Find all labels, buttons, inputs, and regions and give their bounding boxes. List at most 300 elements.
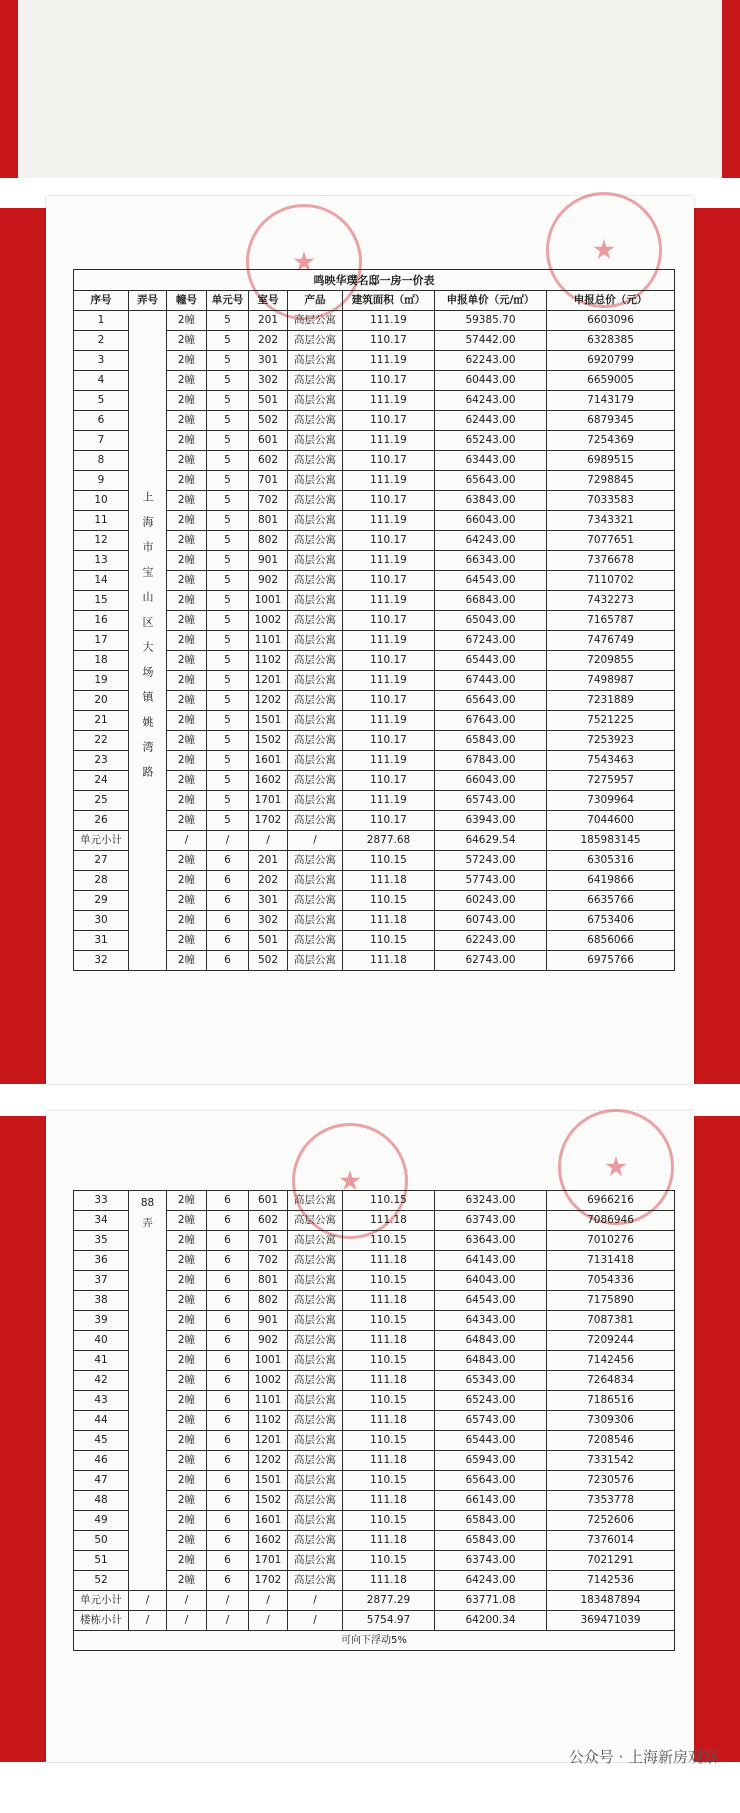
row-index: 38 [74,1291,129,1311]
table-cell: 5 [207,571,249,591]
row-index: 6 [74,411,129,431]
table-cell: 2幢 [167,851,207,871]
table-cell: 1202 [249,1451,288,1471]
table-cell: 5 [207,771,249,791]
table-cell: 2幢 [167,351,207,371]
table-cell: 5 [207,611,249,631]
table-cell: 6856066 [547,931,675,951]
table-cell: 2幢 [167,751,207,771]
table-cell: 高层公寓 [288,331,343,351]
table-cell: 6603096 [547,311,675,331]
table-cell: 2幢 [167,1251,207,1271]
table-cell: 7165787 [547,611,675,631]
row-index: 2 [74,331,129,351]
row-index: 8 [74,451,129,471]
table-cell: 6 [207,1211,249,1231]
table-cell: 65843.00 [435,1511,547,1531]
table-cell: 110.15 [343,1351,435,1371]
row-index: 9 [74,471,129,491]
table-cell: 6 [207,1551,249,1571]
table-cell: 高层公寓 [288,1291,343,1311]
table-cell: 67443.00 [435,671,547,691]
table-cell: 7142456 [547,1351,675,1371]
table-cell: 1001 [249,1351,288,1371]
row-index: 33 [74,1191,129,1211]
row-index: 43 [74,1391,129,1411]
table-cell: 110.17 [343,371,435,391]
table-cell: 5 [207,391,249,411]
table-cell: 1001 [249,591,288,611]
table-cell: 64243.00 [435,531,547,551]
table-cell: 高层公寓 [288,1411,343,1431]
row-index: 50 [74,1531,129,1551]
table-cell: 高层公寓 [288,1231,343,1251]
table-cell: 7521225 [547,711,675,731]
table-cell: 111.18 [343,1371,435,1391]
table-cell: 5 [207,431,249,451]
table-cell: 5 [207,751,249,771]
table-cell: 110.17 [343,811,435,831]
column-header: 室号 [249,291,288,311]
row-index: 11 [74,511,129,531]
table-cell: 111.18 [343,1531,435,1551]
table-cell: 7209244 [547,1331,675,1351]
table-cell: 2幢 [167,1511,207,1531]
table-cell: 110.15 [343,1391,435,1411]
table-cell: 64543.00 [435,571,547,591]
watermark [553,1745,718,1793]
table-cell: 2幢 [167,1471,207,1491]
table-cell: 1501 [249,1471,288,1491]
row-index: 20 [74,691,129,711]
table-cell: 6 [207,1491,249,1511]
table-cell: / [129,1611,167,1631]
table-cell: 6 [207,911,249,931]
table-cell: 801 [249,511,288,531]
table-cell: 7077651 [547,531,675,551]
table-cell: 高层公寓 [288,1191,343,1211]
table-cell: / [249,831,288,851]
table-cell: / [288,1611,343,1631]
table-cell: 63943.00 [435,811,547,831]
table-cell: 2877.68 [343,831,435,851]
table-cell: 2幢 [167,931,207,951]
table-cell: 1101 [249,1391,288,1411]
table-cell: 110.17 [343,411,435,431]
table-cell: 66343.00 [435,551,547,571]
table-cell: 7110702 [547,571,675,591]
table-cell: 65043.00 [435,611,547,631]
table-cell: 2幢 [167,1291,207,1311]
table-cell: 高层公寓 [288,1471,343,1491]
row-index: 48 [74,1491,129,1511]
table-cell: 5 [207,331,249,351]
table-cell: 111.19 [343,471,435,491]
table-cell: 901 [249,551,288,571]
table-cell: 601 [249,1191,288,1211]
table-cell: 6 [207,1251,249,1271]
table-cell: 2幢 [167,811,207,831]
row-index: 47 [74,1471,129,1491]
table-cell: 6 [207,1571,249,1591]
table-cell: 2幢 [167,331,207,351]
table-cell: 高层公寓 [288,571,343,591]
table-cell: 2幢 [167,691,207,711]
table-cell: 2幢 [167,591,207,611]
table-cell: 110.17 [343,731,435,751]
table-cell: 2幢 [167,451,207,471]
table-cell: 1501 [249,711,288,731]
row-index: 1 [74,311,129,331]
table-row [74,311,675,331]
table-cell: 110.17 [343,571,435,591]
subtotal-row [74,1611,675,1631]
table-cell: 111.19 [343,311,435,331]
table-cell: 111.18 [343,1491,435,1511]
table-cell: 7230576 [547,1471,675,1491]
table-cell: 高层公寓 [288,771,343,791]
footnote: 可向下浮动5% [74,1631,675,1651]
table-cell: 1602 [249,1531,288,1551]
table-cell: 602 [249,1211,288,1231]
table-cell: 63443.00 [435,451,547,471]
table-cell: 2幢 [167,651,207,671]
table-cell: 2幢 [167,1451,207,1471]
table-cell: 7252606 [547,1511,675,1531]
table-cell: 63843.00 [435,491,547,511]
table-cell: 111.19 [343,791,435,811]
table-cell: 66043.00 [435,771,547,791]
table-cell: 57743.00 [435,871,547,891]
table-cell: 7087381 [547,1311,675,1331]
table-cell: 6 [207,1231,249,1251]
table-cell: 111.19 [343,671,435,691]
table-cell: 802 [249,531,288,551]
table-cell: 6 [207,1191,249,1211]
table-cell: 65943.00 [435,1451,547,1471]
table-cell: 2幢 [167,471,207,491]
table-cell: 1602 [249,771,288,791]
table-cell: 6 [207,1351,249,1371]
table-cell: 502 [249,411,288,431]
table-cell: 64843.00 [435,1331,547,1351]
row-index: 46 [74,1451,129,1471]
row-index: 26 [74,811,129,831]
column-header: 产品 [288,291,343,311]
row-index: 24 [74,771,129,791]
table-cell: 6 [207,1411,249,1431]
row-index: 12 [74,531,129,551]
row-index: 31 [74,931,129,951]
table-cell: 111.19 [343,431,435,451]
table-cell: 7331542 [547,1451,675,1471]
table-cell: 64843.00 [435,1351,547,1371]
table-cell: 63743.00 [435,1551,547,1571]
table-cell: 65243.00 [435,431,547,451]
table-cell: 6635766 [547,891,675,911]
table-cell: 60743.00 [435,911,547,931]
table-cell: 1002 [249,1371,288,1391]
table-cell: 7476749 [547,631,675,651]
table-cell: 1502 [249,731,288,751]
table-cell: 高层公寓 [288,1311,343,1331]
table-cell: 7254369 [547,431,675,451]
table-cell: 111.18 [343,1251,435,1271]
table-cell: 高层公寓 [288,531,343,551]
table-header-row [74,291,675,311]
row-index: 37 [74,1271,129,1291]
table-cell: 高层公寓 [288,1351,343,1371]
table-cell: 110.17 [343,771,435,791]
table-cell: 110.17 [343,451,435,471]
table-cell: 高层公寓 [288,1491,343,1511]
table-cell: 65643.00 [435,1471,547,1491]
row-index: 13 [74,551,129,571]
table-cell: 66143.00 [435,1491,547,1511]
table-cell: 7209855 [547,651,675,671]
table-cell: 6 [207,1271,249,1291]
table-cell: 64629.54 [435,831,547,851]
table-cell: 1601 [249,751,288,771]
table-cell: 111.18 [343,1211,435,1231]
table-cell: 2877.29 [343,1591,435,1611]
table-cell: / [288,831,343,851]
table-cell: 57442.00 [435,331,547,351]
table-cell: 6 [207,1291,249,1311]
table-cell: 2幢 [167,871,207,891]
table-cell: 110.15 [343,1511,435,1531]
table-cell: 楼栋小计 [74,1611,129,1631]
table-cell: 1202 [249,691,288,711]
table-cell: 5 [207,551,249,571]
table-cell: 7186516 [547,1391,675,1411]
table-cell: 2幢 [167,1211,207,1231]
table-cell: 59385.70 [435,311,547,331]
table-cell: 高层公寓 [288,311,343,331]
row-index: 14 [74,571,129,591]
table-cell: 902 [249,571,288,591]
table-cell: 2幢 [167,491,207,511]
table-cell: 高层公寓 [288,1551,343,1571]
table-cell: 501 [249,931,288,951]
table-cell: 2幢 [167,1431,207,1451]
table-cell: 高层公寓 [288,1511,343,1531]
table-cell: 62743.00 [435,951,547,971]
table-cell: 111.18 [343,1571,435,1591]
table-cell: 67643.00 [435,711,547,731]
table-cell: 110.15 [343,1311,435,1331]
column-header: 单元号 [207,291,249,311]
table-cell: 5 [207,471,249,491]
table-cell: 5 [207,351,249,371]
table-cell: 63771.08 [435,1591,547,1611]
table-cell: 6753406 [547,911,675,931]
table-cell: 7033583 [547,491,675,511]
table-cell: 2幢 [167,311,207,331]
table-cell: 2幢 [167,791,207,811]
table-cell: 6659005 [547,371,675,391]
table-cell: 1201 [249,1431,288,1451]
table-cell: 高层公寓 [288,691,343,711]
table-cell: 7376678 [547,551,675,571]
table-cell: 7309306 [547,1411,675,1431]
table-cell: 高层公寓 [288,1431,343,1451]
row-index: 28 [74,871,129,891]
table-cell: 2幢 [167,1271,207,1291]
table-cell: 6 [207,1431,249,1451]
table-cell: 62243.00 [435,931,547,951]
table-cell: 201 [249,851,288,871]
table-cell: 602 [249,451,288,471]
row-index: 35 [74,1231,129,1251]
table-cell: / [167,831,207,851]
table-cell: 6 [207,1471,249,1491]
table-cell: 110.15 [343,1271,435,1291]
table-cell: 110.15 [343,1471,435,1491]
table-cell: 6419866 [547,871,675,891]
table-cell: 64543.00 [435,1291,547,1311]
column-header: 序号 [74,291,129,311]
table-cell: 1702 [249,811,288,831]
table-cell: 66843.00 [435,591,547,611]
column-header: 弄号 [129,291,167,311]
table-cell: 7142536 [547,1571,675,1591]
table-cell: 高层公寓 [288,471,343,491]
table-cell: 高层公寓 [288,931,343,951]
table-cell: 5 [207,671,249,691]
table-cell: 2幢 [167,951,207,971]
row-index: 45 [74,1431,129,1451]
table-cell: 702 [249,1251,288,1271]
table-cell: 65443.00 [435,1431,547,1451]
column-header: 申报单价（元/㎡） [435,291,547,311]
row-index: 49 [74,1511,129,1531]
table-cell: 65643.00 [435,691,547,711]
table-cell: / [167,1611,207,1631]
table-cell: 高层公寓 [288,711,343,731]
table-cell: 6 [207,1511,249,1531]
row-index: 52 [74,1571,129,1591]
table-cell: 2幢 [167,771,207,791]
table-cell: 501 [249,391,288,411]
table-cell: 高层公寓 [288,1531,343,1551]
table-cell: 5 [207,511,249,531]
table-cell: 高层公寓 [288,1391,343,1411]
table-cell: 111.19 [343,711,435,731]
table-cell: 6975766 [547,951,675,971]
table-cell: 65443.00 [435,651,547,671]
table-cell: 7376014 [547,1531,675,1551]
table-cell: 1002 [249,611,288,631]
table-cell: 502 [249,951,288,971]
row-index: 5 [74,391,129,411]
table-cell: 5 [207,311,249,331]
table-cell: 6989515 [547,451,675,471]
lane-number: 88 [140,1197,155,1209]
row-index: 23 [74,751,129,771]
table-cell: 2幢 [167,1351,207,1371]
table-cell: 高层公寓 [288,811,343,831]
table-cell: 111.19 [343,391,435,411]
table-cell: 7275957 [547,771,675,791]
table-cell: 7543463 [547,751,675,771]
table-cell: / [249,1591,288,1611]
table-cell: 5 [207,811,249,831]
table-cell: 2幢 [167,611,207,631]
table-cell: 高层公寓 [288,491,343,511]
table-cell: 5 [207,531,249,551]
table-cell: 高层公寓 [288,1331,343,1351]
table-cell: 1102 [249,651,288,671]
table-cell: / [207,1611,249,1631]
table-cell: 高层公寓 [288,951,343,971]
table-cell: 2幢 [167,1531,207,1551]
table-cell: 6328385 [547,331,675,351]
table-cell: 65743.00 [435,1411,547,1431]
table-cell: 202 [249,331,288,351]
table-cell: 高层公寓 [288,631,343,651]
table-cell: 2幢 [167,671,207,691]
table-cell: 701 [249,1231,288,1251]
table-cell: 7432273 [547,591,675,611]
table-cell: 2幢 [167,1331,207,1351]
table-cell: 2幢 [167,1551,207,1571]
table-cell: 7264834 [547,1371,675,1391]
table-cell: 110.15 [343,931,435,951]
footnote-row [74,1631,675,1651]
table-cell: 高层公寓 [288,1371,343,1391]
table-cell: 60243.00 [435,891,547,911]
table-cell: 110.17 [343,691,435,711]
table-cell: 1101 [249,631,288,651]
table-cell: / [249,1611,288,1631]
row-index: 42 [74,1371,129,1391]
table-cell: 63243.00 [435,1191,547,1211]
table-cell: 65843.00 [435,731,547,751]
table-cell: 2幢 [167,1371,207,1391]
table-cell: 2幢 [167,631,207,651]
table-cell: 2幢 [167,1411,207,1431]
table-cell: 301 [249,351,288,371]
table-cell: 高层公寓 [288,891,343,911]
table-cell: 302 [249,911,288,931]
table-cell: 高层公寓 [288,731,343,751]
lane-address-cell: 上海市宝山区大场镇姚湾路 [129,311,167,971]
row-index: 22 [74,731,129,751]
row-index: 27 [74,851,129,871]
table-cell: 7021291 [547,1551,675,1571]
table-cell: 7131418 [547,1251,675,1271]
table-cell: 1702 [249,1571,288,1591]
table-cell: 7143179 [547,391,675,411]
table-cell: 369471039 [547,1611,675,1631]
table-cell: 5 [207,411,249,431]
row-index: 40 [74,1331,129,1351]
table-cell: 111.18 [343,951,435,971]
row-index: 30 [74,911,129,931]
table-cell: 110.15 [343,1231,435,1251]
table-cell: 2幢 [167,571,207,591]
table-cell: 5 [207,691,249,711]
row-index: 25 [74,791,129,811]
table-cell: 7298845 [547,471,675,491]
table-cell: 6 [207,951,249,971]
table-cell: 802 [249,1291,288,1311]
table-cell: 2幢 [167,1231,207,1251]
table-cell: 高层公寓 [288,411,343,431]
table-cell: 6879345 [547,411,675,431]
table-cell: 110.17 [343,651,435,671]
